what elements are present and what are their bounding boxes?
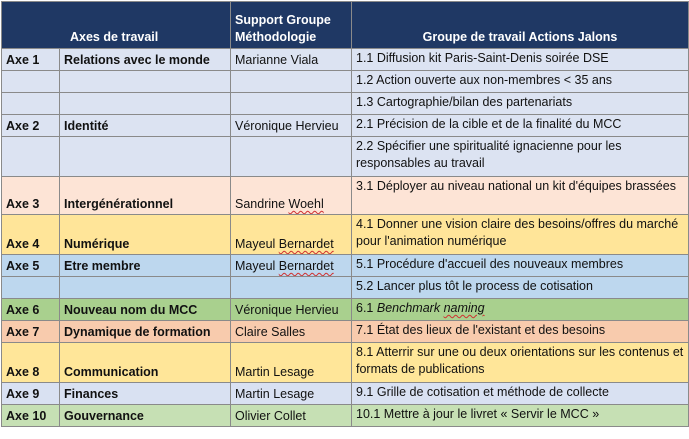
table-row: [2, 383, 689, 405]
support-cell: Marianne Viala: [231, 49, 352, 71]
axe-name-cell: Relations avec le monde: [60, 49, 231, 71]
work-axes-table: [1, 1, 689, 427]
table-row: [2, 343, 689, 383]
axe-name-cell: [60, 277, 231, 299]
support-last-name: Bernardet: [278, 259, 334, 273]
support-last-name: Woehl: [288, 197, 324, 211]
support-cell: Olivier Collet: [231, 405, 352, 427]
axe-name-cell: [60, 71, 231, 93]
axe-name-cell: Communication: [60, 343, 231, 383]
header-row: [2, 2, 689, 49]
group-cell: 1.1 Diffusion kit Paris-Saint-Denis soirée DSE: [352, 49, 689, 71]
axe-name-cell: Numérique: [60, 215, 231, 255]
axe-name-cell: [60, 93, 231, 115]
axe-name-cell: Gouvernance: [60, 405, 231, 427]
support-cell: [231, 93, 352, 115]
table-row: [2, 49, 689, 71]
axe-cell: [2, 137, 60, 177]
table-row: [2, 405, 689, 427]
support-cell: [231, 255, 352, 277]
group-cell: 5.2 Lancer plus tôt le process de cotisation: [352, 277, 689, 299]
group-italic-underlined: naming: [443, 301, 485, 315]
group-italic: Benchmark: [376, 301, 444, 315]
support-cell: [231, 71, 352, 93]
group-cell: 4.1 Donner une vision claire des besoins/offres du marché pour l'animation numérique: [352, 215, 689, 255]
axe-name-cell: Dynamique de formation: [60, 321, 231, 343]
support-cell: Martin Lesage: [231, 383, 352, 405]
axe-cell: Axe 7: [2, 321, 60, 343]
support-cell: [231, 177, 352, 215]
axe-cell: Axe 1: [2, 49, 60, 71]
group-cell: 2.2 Spécifier une spiritualité ignacienne pour les responsables au travail: [352, 137, 689, 177]
header-group: Groupe de travail Actions Jalons: [352, 2, 689, 49]
axe-cell: [2, 93, 60, 115]
table-row: [2, 321, 689, 343]
axe-name-cell: Finances: [60, 383, 231, 405]
group-cell: 9.1 Grille de cotisation et méthode de collecte: [352, 383, 689, 405]
table-row: [2, 277, 689, 299]
support-cell: Martin Lesage: [231, 343, 352, 383]
support-first-name: Sandrine: [235, 197, 289, 211]
header-axes: Axes de travail: [2, 2, 231, 49]
support-last-name: Bernardet: [278, 237, 334, 251]
group-cell: 5.1 Procédure d'accueil des nouveaux membres: [352, 255, 689, 277]
axe-name-cell: Identité: [60, 115, 231, 137]
axe-cell: Axe 10: [2, 405, 60, 427]
group-prefix: 6.1: [356, 301, 377, 315]
group-cell: 1.2 Action ouverte aux non-membres < 35 ans: [352, 71, 689, 93]
axe-name-cell: Intergénérationnel: [60, 177, 231, 215]
group-cell: 3.1 Déployer au niveau national un kit d'équipes brassées: [352, 177, 689, 215]
group-cell: [352, 299, 689, 321]
support-cell: Véronique Hervieu: [231, 115, 352, 137]
group-cell: 1.3 Cartographie/bilan des partenariats: [352, 93, 689, 115]
axe-cell: Axe 9: [2, 383, 60, 405]
axe-cell: Axe 5: [2, 255, 60, 277]
table-row: [2, 299, 689, 321]
axe-cell: Axe 6: [2, 299, 60, 321]
support-cell: [231, 215, 352, 255]
support-first-name: Mayeul: [235, 259, 279, 273]
support-cell: [231, 137, 352, 177]
axe-name-cell: Etre membre: [60, 255, 231, 277]
axe-name-cell: [60, 137, 231, 177]
axe-name-cell: Nouveau nom du MCC: [60, 299, 231, 321]
axe-cell: Axe 2: [2, 115, 60, 137]
axe-cell: Axe 4: [2, 215, 60, 255]
group-cell: 2.1 Précision de la cible et de la finalité du MCC: [352, 115, 689, 137]
table-row: [2, 177, 689, 215]
group-cell: 8.1 Atterrir sur une ou deux orientations sur les contenus et formats de publications: [352, 343, 689, 383]
table-row: [2, 137, 689, 177]
support-first-name: Mayeul: [235, 237, 279, 251]
table-row: [2, 255, 689, 277]
axe-cell: [2, 277, 60, 299]
table-row: [2, 215, 689, 255]
axe-cell: [2, 71, 60, 93]
group-cell: 10.1 Mettre à jour le livret « Servir le MCC »: [352, 405, 689, 427]
axe-cell: Axe 3: [2, 177, 60, 215]
table-row: [2, 93, 689, 115]
table-row: [2, 71, 689, 93]
axe-cell: Axe 8: [2, 343, 60, 383]
support-cell: Claire Salles: [231, 321, 352, 343]
group-cell: 7.1 État des lieux de l'existant et des besoins: [352, 321, 689, 343]
support-cell: Véronique Hervieu: [231, 299, 352, 321]
header-support: Support Groupe Méthodologie: [231, 2, 352, 49]
support-cell: [231, 277, 352, 299]
table-row: [2, 115, 689, 137]
